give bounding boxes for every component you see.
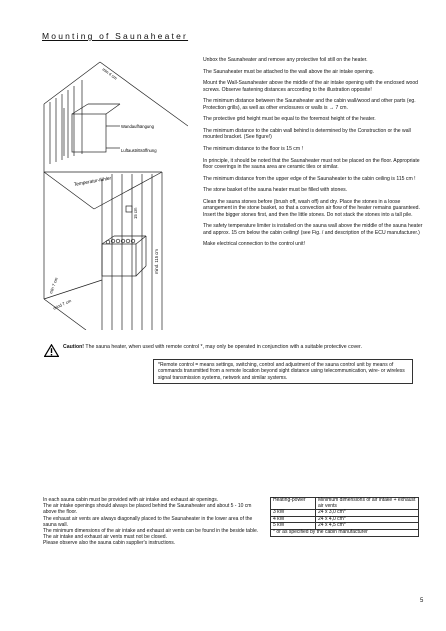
instruction-11: Clean the sauna stones before (brush off, wash off) and dry. Place the stones in a loose arrangement in the stone basket, so that a convection air flow of the heater remains guaranteed. Insert the bigger stones first, and then the little stones. Do not stack the stones into a tall pile. <box>203 199 420 218</box>
dim-left-label: min 7 cm <box>48 276 59 295</box>
page-number: 5 <box>420 598 424 604</box>
instruction-7: The minimum distance to the floor is 15 cm ! <box>203 146 303 153</box>
instruction-2: The Saunaheater must be attached to the wall above the air intake opening. <box>203 68 375 75</box>
dim-15-label: 15 cm <box>133 207 138 219</box>
heater-installation-figure <box>42 44 188 330</box>
instruction-9: The minimum distance from the upper edge of the Saunaheater to the cabin ceiling is 115 cm ! <box>203 175 416 182</box>
instruction-5: The protective grid height must be equal to the foremost height of the heater. <box>203 116 376 123</box>
instruction-1: Unbox the Saunaheater and remove any protective foil still on the heater. <box>203 57 368 63</box>
air-outlet-label: Luftaustrittsöffnung <box>121 148 157 153</box>
table-cell: 4 kW <box>271 516 316 523</box>
dim-top-label: min 4 cm <box>101 66 119 81</box>
vent-line-4: The minimum dimensions of the air intake and exhaust air vents can be found in the beside table. <box>43 528 259 535</box>
vent-line-2: The air intake openings should always be placed behind the Saunaheater and about 5 - 10 cm above the floor. <box>43 503 252 516</box>
wall-bracket-label: Wandaufhängung <box>121 124 154 129</box>
caution-text: The sauna heater, when used with remote control *, may only be operated in conjunction with a suitable protective cover. <box>85 344 362 350</box>
instruction-4: The minimum distance between the Saunaheater and the cabin wall/wood and other parts (eg. Protection grills), as well as other enclosures or walls is → 7 cm. <box>203 98 416 111</box>
warning-icon <box>44 344 59 357</box>
instruction-3: Mount the Wall-Saunaheater above the middle of the air intake opening with the enclosed wood screws. Observe fastening distances arccording to the illustration opposite! <box>203 80 419 93</box>
instruction-10: The stone basket of the sauna heater must be filled with stones. <box>203 187 348 194</box>
table-cell: 3 kW <box>271 510 316 517</box>
dim-bottom-label: mind 7 cm <box>52 298 72 311</box>
table-cell: 24 x 4,0 cm* <box>316 516 419 523</box>
remote-control-note: *Remote control = means settings, switching, control and adjustment of the sauna control unit by means of commands transmitted from a remote location beyond sight distance using telecommunication, wire- or wireless signal transmission systems, network and similar systems. <box>153 359 413 384</box>
table-cell: 5 kW <box>271 523 316 530</box>
table-cell: 24 x 4,5 cm* <box>316 523 419 530</box>
table-note: * or as specified by the cabin manufacturer <box>271 529 419 536</box>
vent-line-6: Please observe also the sauna cabin supplier's instructions. <box>43 540 176 547</box>
page-title: Mounting of Saunaheater <box>42 31 189 41</box>
temp-sensor-label: Temperatur-fühler <box>73 176 112 188</box>
instruction-13: Make electrical connection to the control unit! <box>203 241 305 248</box>
table-cell: 24 x 3,0 cm* <box>316 510 419 517</box>
ventilation-text <box>43 497 261 547</box>
vent-line-3: The exhaust air vents are always diagonally placed to the Saunaheater in the lower area of the sauna wall. <box>43 515 253 528</box>
table-note-row <box>271 529 419 536</box>
instructions <box>203 57 423 253</box>
table-header-row <box>271 498 419 510</box>
vent-dimension-table <box>270 497 419 537</box>
dim-115-label: mind. 115 cm <box>154 249 159 274</box>
table-header: Heating-power <box>271 498 316 510</box>
vent-line-5: The air intake and exhaust air vents must not be closed. <box>43 534 167 541</box>
instruction-6: The minimum distance to the cabin wall behind is determined by the Construction or the wall mounted bracket. (See figure!) <box>203 128 411 141</box>
caution-label: Caution! <box>63 344 85 350</box>
table-header: Minimum dimensions of air intake + exhaust air vents <box>316 498 419 510</box>
vent-line-1: In each sauna cabin must be provided with air intake and exhaust air openings. <box>43 497 219 503</box>
instruction-12: The safety temperature limiter is installed on the sauna wall above the middle of the sauna heater and approx. 15 cm below the cabin ceiling! (see Fig. / and description of the ECU manufacturer.) <box>203 223 423 236</box>
instruction-8: In principle, it should be noted that the Saunaheater must not be placed on the floor. Appropriate floor coverings in the sauna area are ceramic tiles or similar. <box>203 157 420 170</box>
